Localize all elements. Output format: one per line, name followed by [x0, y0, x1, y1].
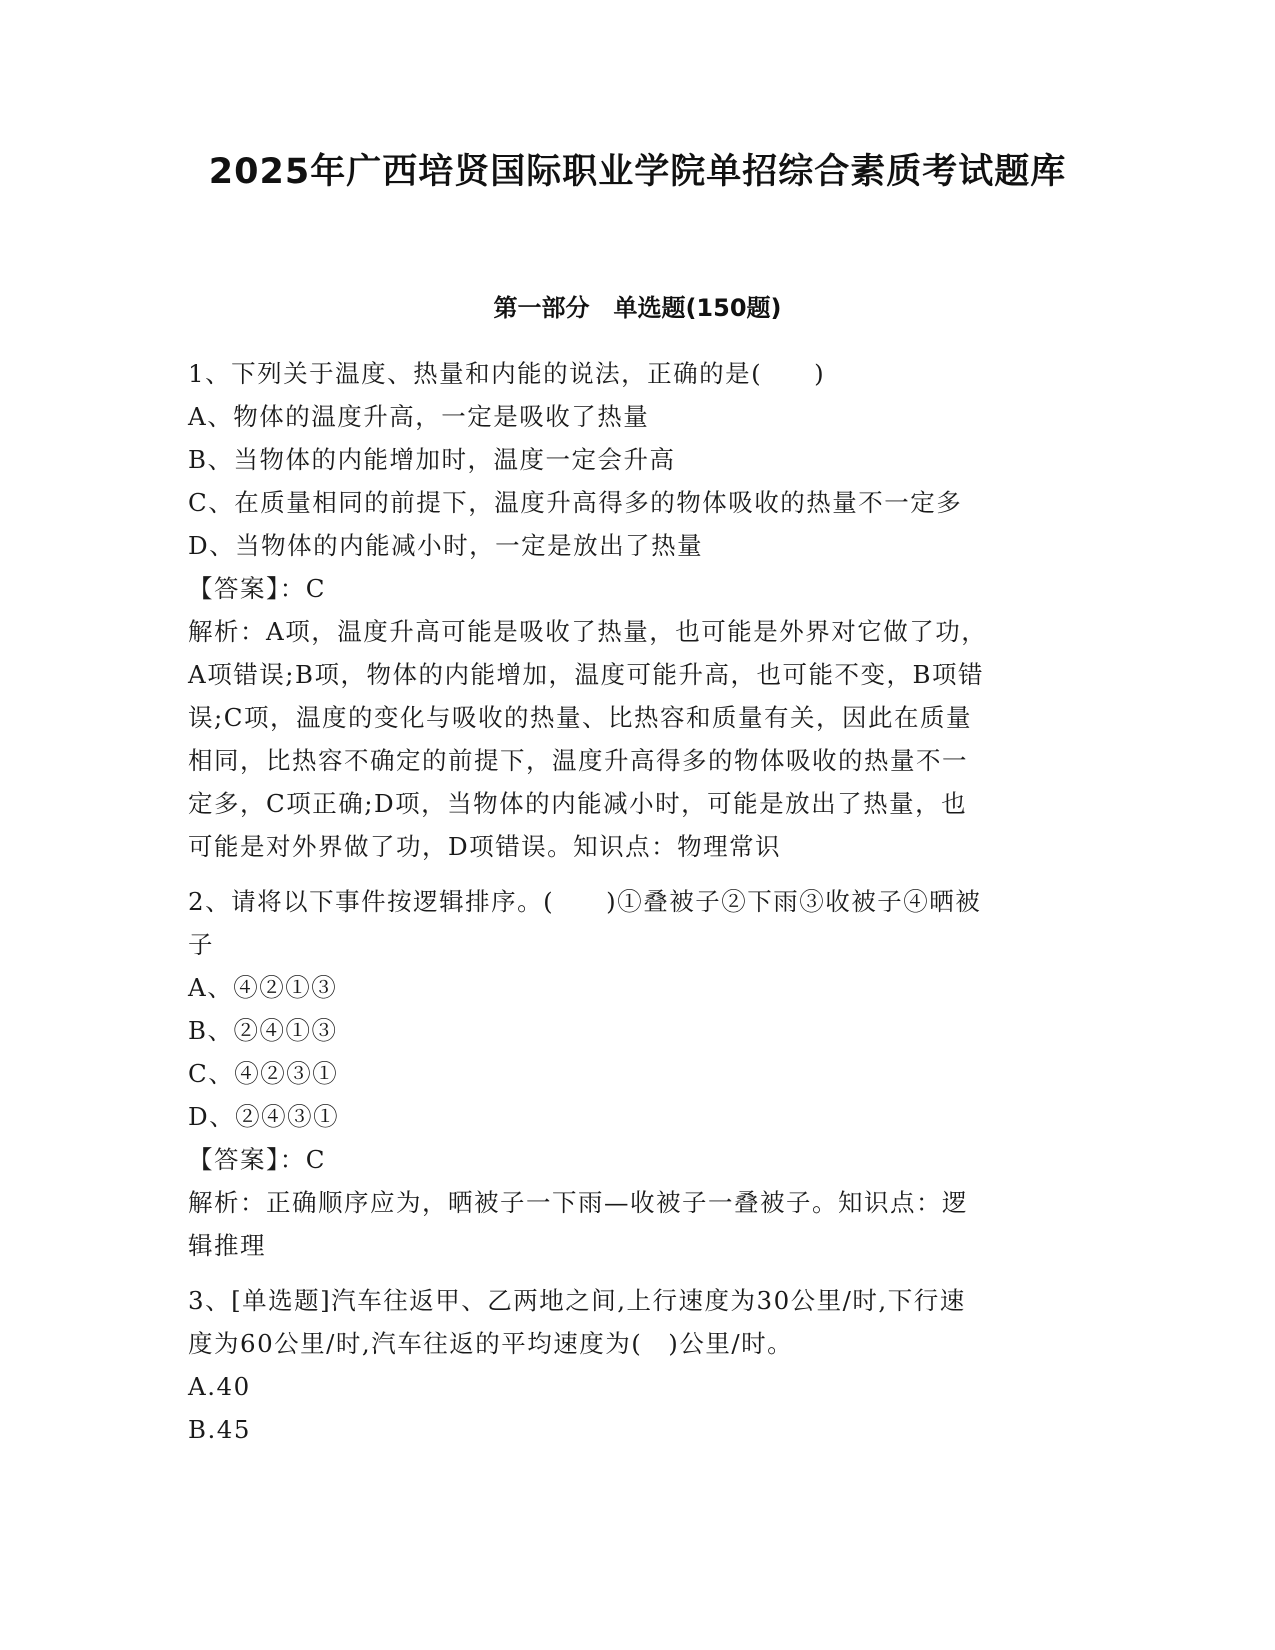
explanation-line: 辑推理 [188, 1231, 266, 1260]
question-spacer [188, 1267, 1088, 1279]
question-stem: 2、请将以下事件按逻辑排序。( )①叠被子②下雨③收被子④晒被 [188, 887, 982, 916]
option-d: D、当物体的内能减小时，一定是放出了热量 [188, 531, 704, 560]
question-spacer [188, 868, 1088, 880]
explanation-line: 相同，比热容不确定的前提下，温度升高得多的物体吸收的热量不一 [188, 746, 968, 775]
option-b: B.45 [188, 1415, 251, 1444]
question-1 [188, 352, 1088, 868]
explanation-line: 解析：A项，温度升高可能是吸收了热量，也可能是外界对它做了功， [188, 617, 988, 646]
section-heading: 第一部分 单选题(150题) [493, 294, 782, 322]
explanation-line: 解析：正确顺序应为，晒被子一下雨—收被子一叠被子。知识点：逻 [188, 1188, 968, 1217]
document-title: 2025年广西培贤国际职业学院单招综合素质考试题库 [208, 152, 1067, 192]
question-stem: 子 [188, 930, 214, 959]
question-list [188, 352, 1088, 1451]
option-b: B、当物体的内能增加时，温度一定会升高 [188, 445, 676, 474]
explanation-line: 误;C项，温度的变化与吸收的热量、比热容和质量有关，因此在质量 [188, 703, 972, 732]
question-3 [188, 1279, 1088, 1451]
option-b: B、②④①③ [188, 1016, 338, 1045]
option-a: A、物体的温度升高，一定是吸收了热量 [188, 402, 650, 431]
answer: 【答案】：C [188, 1145, 326, 1174]
explanation-line: A项错误;B项，物体的内能增加，温度可能升高，也可能不变，B项错 [188, 660, 984, 689]
explanation-line: 可能是对外界做了功，D项错误。知识点：物理常识 [188, 832, 782, 861]
option-c: C、在质量相同的前提下，温度升高得多的物体吸收的热量不一定多 [188, 488, 963, 517]
answer: 【答案】：C [188, 574, 326, 603]
explanation-line: 定多，C项正确;D项，当物体的内能减小时，可能是放出了热量，也 [188, 789, 968, 818]
option-a: A.40 [188, 1372, 251, 1401]
question-2 [188, 880, 1088, 1267]
question-stem: 3、[单选题]汽车往返甲、乙两地之间,上行速度为30公里/时,下行速 [188, 1286, 966, 1315]
question-stem: 1、下列关于温度、热量和内能的说法，正确的是( ) [188, 359, 826, 388]
question-stem: 度为60公里/时,汽车往返的平均速度为( )公里/时。 [188, 1329, 794, 1358]
option-a: A、④②①③ [188, 973, 338, 1002]
option-c: C、④②③① [188, 1059, 339, 1088]
option-d: D、②④③① [188, 1102, 340, 1131]
